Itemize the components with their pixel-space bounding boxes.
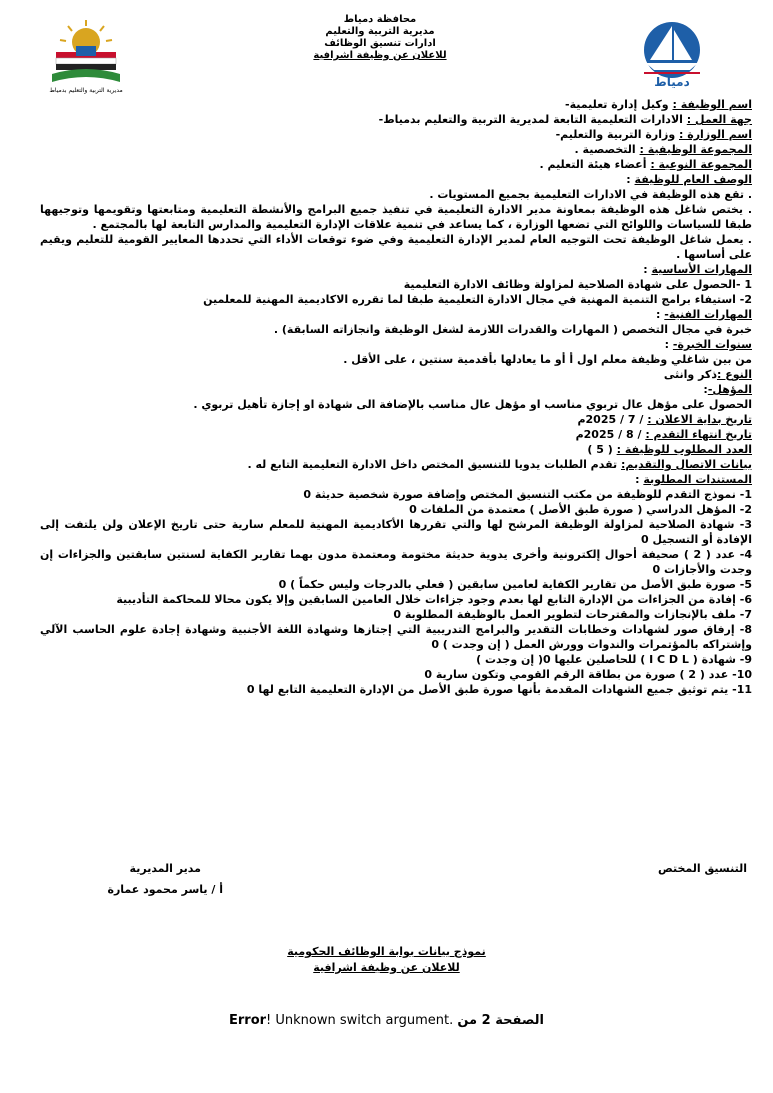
documents-colon: : [635, 473, 640, 486]
announcement-body [40, 97, 752, 697]
logo-right-text: دمياط [654, 75, 690, 88]
job-name-row [40, 97, 752, 112]
document-item: 4- عدد ( 2 ) صحيفة أحوال إلكترونية وأخرى يدوية حديثة مختومة ومعتمدة مدون بهما تقارير الكفاية لسنتين سابقتين والجزاءات إن وجدت والأجازات 0 [40, 548, 752, 576]
document-item: 5- صورة طبق الأصل من تقارير الكفاية لعامين سابقين ( فعلي بالدرجات وليس حكماً ) 0 [278, 578, 752, 591]
basic-skills-colon: : [643, 263, 648, 276]
experience-text: من بين شاغلي وظيفة معلم اول أ أو ما يعادلها بأقدمية سنتين ، على الأقل . [343, 353, 752, 366]
job-group-row [40, 142, 752, 157]
start-date-value: / 7 / 2025م [577, 413, 644, 426]
qual-group-row [40, 157, 752, 172]
footer-line-1: نموذج بيانات بوابة الوظائف الحكومية [287, 945, 486, 958]
announcement-title: للاعلان عن وظيفة اشرافية [313, 50, 447, 61]
documents-label: المستندات المطلوبة [643, 473, 752, 486]
damietta-logo [630, 20, 716, 88]
basic-skill-item: 2- استيفاء برامج التنمية المهنية في مجال الادارة التعليمية طبقا لما تقرره الاكاديمية المهنية للمعلمين [203, 293, 752, 306]
qualification-label: المؤهل- [707, 383, 752, 396]
gender-row [40, 367, 752, 382]
document-item: 10- عدد ( 2 ) صورة من بطاقة الرقم القومي وتكون سارية 0 [424, 668, 752, 681]
end-date-value: / 8 / 2025م [575, 428, 642, 441]
job-name-value: وكيل إدارة تعليمية- [565, 98, 669, 111]
department-name: ادارات تنسيق الوظائف [324, 38, 436, 49]
required-count-row [40, 442, 752, 457]
experience-colon: : [664, 338, 670, 351]
document-item: 6- إفادة من الجزاءات من الإدارة التابع لها بعدم وجود جزاءات خلال العامين السابقين وإلا يكون محالا للمحاكمة التأديبية [116, 593, 752, 606]
coordinator-signature: التنسيق المختص [657, 862, 747, 875]
document-item: 7- ملف بالإنجازات والمقترحات لتطوير العمل بالوظيفة المطلوبة 0 [393, 608, 752, 621]
basic-skills-label: المهارات الأساسية [651, 263, 752, 276]
technical-skills-text: خبرة في مجال التخصص ( المهارات والقدرات اللازمة لشغل الوظيفة وانجازاته السابقة) . [273, 323, 752, 336]
job-group-label: المجموعة الوظيفية : [639, 143, 752, 156]
start-date-label: تاريخ بداية الاعلان : [647, 413, 752, 426]
job-name-label: اسم الوظيفة : [672, 98, 752, 111]
contact-value: تقدم الطلبات يدويا للتنسيق المختص داخل الادارة التعليمية التابع له . [247, 458, 618, 471]
qual-group-value: أعضاء هيئة التعليم . [539, 158, 647, 171]
work-place-row [40, 112, 752, 127]
director-name: أ / ياسر محمود عمارة [107, 883, 223, 896]
technical-skills-colon: : [656, 308, 661, 321]
qual-group-label: المجموعة النوعية : [650, 158, 752, 171]
ministry-value: وزارة التربية والتعليم- [555, 128, 676, 141]
general-desc-item: . يختص شاغل هذه الوظيفة بمعاونة مدير الادارة التعليمية في تنفيذ جميع البرامج والأنشطة التعليمية ومتابعتها وتقويمها وتوجيهها طبقا للسياسات واللوائح التي تضعها الوزارة ، كما يساعد في تنمية علاقات الإدارة التعليمية والمدارس التابعة لها بالمجتمع . [40, 203, 752, 231]
field-error-text: ! Unknown switch argument. [266, 1013, 454, 1028]
gender-label: النوع : [716, 368, 752, 381]
letterhead [250, 14, 510, 62]
basic-skills-heading [40, 262, 752, 277]
directorate-name: مديرية التربية والتعليم [325, 26, 435, 37]
general-desc-label: الوصف العام للوظيفة [634, 173, 752, 186]
job-group-value: التخصصية . [574, 143, 636, 156]
ministry-row [40, 127, 752, 142]
experience-label: سنوات الخبرة- [672, 338, 752, 351]
general-desc-item: . يعمل شاغل الوظيفة تحت التوجيه العام لمدير الإدارة التعليمية وفي ضوء توقعات الأداء التي تحددها المعايير القومية للتعليم ويقيم على أساسها . [40, 233, 752, 261]
start-date-row [40, 412, 752, 427]
qualification-text: الحصول على مؤهل عال تربوي مناسب او مؤهل عال مناسب بالإضافة الى شهادة او إجازة تأهيل تربوي . [193, 398, 752, 411]
director-signature-block [107, 862, 223, 896]
qualification-colon: : [703, 383, 708, 396]
document-item: 11- يتم توثيق جميع الشهادات المقدمة بأنها صورة طبق الأصل من الإدارة التعليمية التابع لها 0 [246, 683, 752, 696]
ministry-label: اسم الوزارة : [679, 128, 752, 141]
work-place-label: جهة العمل : [686, 113, 752, 126]
technical-skills-heading [40, 307, 752, 322]
document-item: 1- نموذج التقدم للوظيفة من مكتب التنسيق المختص وإضافة صورة شخصية حديثة 0 [303, 488, 752, 501]
general-desc-colon: : [626, 173, 631, 186]
work-place-value: الادارات التعليمية التابعة لمديرية التربية والتعليم بدمياط- [378, 113, 683, 126]
logo-left-caption: مديرية التربية والتعليم بدمياط [49, 87, 123, 94]
contact-label: بيانات الاتصال والتقديم: [621, 458, 752, 471]
document-item: 3- شهادة الصلاحية لمزاولة الوظيفة المرشح لها والتي تقررها الأكاديمية المهنية للمعلم سارية حتى تاريخ الإعلان ولن يلتفت إلى الإفادة أو التسجيل 0 [40, 518, 752, 546]
directorate-logo [44, 16, 128, 96]
basic-skill-item: 1 -الحصول على شهادة الصلاحية لمزاولة وظائف الادارة التعليمية [403, 278, 752, 291]
required-count-value: ( 5 ) [587, 443, 613, 456]
gender-value: ذكر وانثى [663, 368, 717, 381]
document-item: 8- إرفاق صور لشهادات وخطابات التقدير والبرامج التدريبية التي إجتازها وشهادة اللغة الأجنبية وشهادة إجادة علوم الحاسب الآلي وإشتراكه بالمؤتمرات والندوات وورش العمل ( إن وجدت ) 0 [40, 623, 752, 651]
required-count-label: العدد المطلوب للوظيفة : [616, 443, 752, 456]
end-date-row [40, 427, 752, 442]
page-label: الصفحة 2 من [457, 1013, 544, 1028]
end-date-label: تاريخ انتهاء التقدم : [645, 428, 752, 441]
document-item: 2- المؤهل الدراسي ( صورة طبق الأصل ) معتمدة من الملفات 0 [409, 503, 752, 516]
field-error-bold: Error [229, 1013, 267, 1028]
contact-row [40, 457, 752, 472]
qualification-heading [40, 382, 752, 397]
documents-heading [40, 472, 752, 487]
page-number-field [0, 1013, 773, 1028]
document-item: 9- شهادة ( I C D L ) للحاصلين عليها 0( إن وجدت ) [476, 653, 752, 666]
general-desc-heading [40, 172, 752, 187]
general-desc-item: . تقع هذه الوظيفة في الادارات التعليمية بجميع المستويات . [429, 188, 752, 201]
technical-skills-label: المهارات الفنية- [664, 308, 752, 321]
experience-heading [40, 337, 752, 352]
governorate-name: محافظة دمياط [343, 14, 417, 25]
footer-line-2: للاعلان عن وظيفة اشرافية [313, 961, 460, 974]
director-title: مدير المديرية [129, 862, 201, 875]
